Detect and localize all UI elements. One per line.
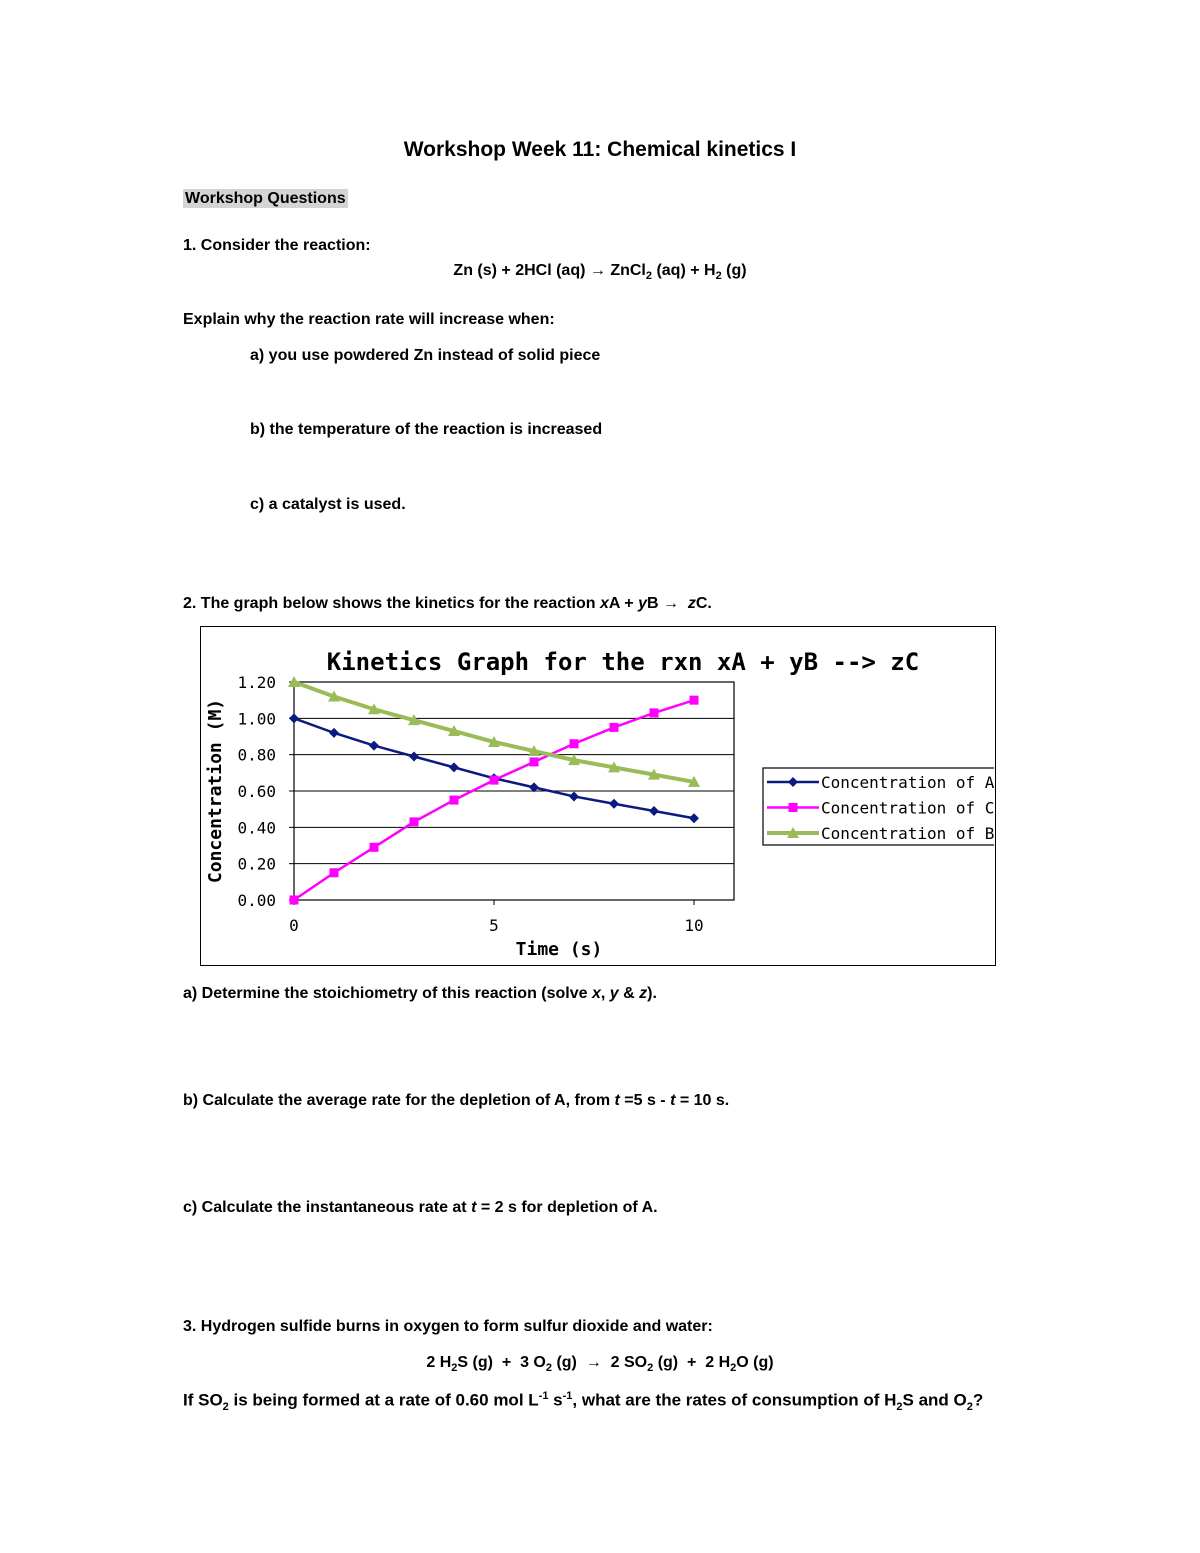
q2a-var: z <box>639 985 648 1002</box>
q3-question <box>183 1390 983 1413</box>
q3-eq-part: S (g) + 3 O <box>457 1354 546 1371</box>
q2a-var: y <box>609 985 619 1002</box>
q1-part-b: b) the temperature of the reaction is increased <box>250 421 603 438</box>
q2b-var: t <box>670 1092 676 1109</box>
data-point-square <box>410 817 419 826</box>
kinetics-chart-svg <box>201 627 994 964</box>
q3-text: is being formed at a rate of 0.60 mol L <box>228 1390 539 1410</box>
y-tick-label: 0.80 <box>237 745 276 765</box>
subscript: 2 <box>545 1362 552 1375</box>
reaction-arrow-icon: → <box>662 595 679 612</box>
q2b-text: b) Calculate the average rate for the depletion of A, from <box>183 1092 615 1109</box>
y-tick-label: 0.00 <box>237 891 276 910</box>
legend-label: Concentration of B <box>821 824 994 843</box>
q3-text: If SO <box>183 1390 223 1410</box>
legend-label: Concentration of A <box>821 773 994 792</box>
data-point-square <box>330 868 339 877</box>
subscript: 2 <box>730 1362 737 1375</box>
data-point-square <box>570 739 579 748</box>
q3-eq-part: 2 SO <box>601 1354 648 1371</box>
section-heading <box>183 190 348 208</box>
section-heading-text: Workshop Questions <box>185 190 346 207</box>
q1-part-c: c) a catalyst is used. <box>250 496 406 513</box>
q2a-text: ). <box>647 985 657 1002</box>
data-point-square <box>610 723 619 732</box>
y-tick-label: 0.60 <box>237 782 276 801</box>
y-tick-label: 0.40 <box>237 818 276 838</box>
legend-swatch-marker <box>789 803 798 812</box>
q2-var: z <box>687 595 696 612</box>
subscript: 2 <box>647 1362 654 1375</box>
y-tick-label: 0.20 <box>237 854 276 874</box>
subscript: 2 <box>896 1401 903 1414</box>
q2-part-c <box>183 1199 658 1217</box>
q2-prompt <box>183 595 712 613</box>
subscript: 2 <box>966 1401 973 1414</box>
q2a-text: a) Determine the stoichiometry of this reaction (solve <box>183 985 592 1002</box>
q3-text: S and O <box>902 1390 967 1410</box>
q2-var: x <box>599 595 609 612</box>
subscript: 2 <box>715 270 722 283</box>
q1-prompt: 1. Consider the reaction: <box>183 237 371 254</box>
x-tick-label: 10 <box>684 916 704 935</box>
q2b-var: t <box>614 1092 620 1109</box>
q2-prompt-part <box>679 595 688 612</box>
x-tick-label: 5 <box>489 916 499 935</box>
subscript: 2 <box>451 1362 458 1375</box>
reaction-arrow-icon: → <box>589 262 606 279</box>
q3-eq-part: O (g) <box>736 1354 774 1371</box>
kinetics-chart <box>200 626 996 966</box>
q1-reaction-part: ZnCl <box>605 262 646 279</box>
q2-var: y <box>638 595 647 612</box>
q2-prompt-part: 2. The graph below shows the kinetics for the reaction <box>183 595 600 612</box>
q3-eq-part: (g) <box>552 1354 586 1371</box>
q3-equation <box>0 1354 1200 1374</box>
legend-label: Concentration of C <box>821 798 994 818</box>
q1-reaction-part: (g) <box>721 262 747 279</box>
q2-part-a <box>183 985 657 1003</box>
page-title: Workshop Week 11: Chemical kinetics I <box>403 138 797 161</box>
q2-prompt-part: A + <box>608 595 639 612</box>
q2c-text: = 2 s for depletion of A. <box>476 1199 658 1216</box>
y-tick-label: 1.20 <box>237 673 276 692</box>
q2-part-b <box>183 1092 729 1110</box>
q2b-text: =5 s - <box>619 1092 671 1109</box>
data-point-square <box>450 796 459 805</box>
data-point-square <box>690 696 699 705</box>
q1-explain: Explain why the reaction rate will increase when: <box>183 311 555 328</box>
q2-prompt-part: B <box>646 595 663 612</box>
reaction-arrow-icon: → <box>585 1354 602 1371</box>
q2a-var: x <box>591 985 601 1002</box>
q3-eq-part: 2 H <box>426 1354 452 1371</box>
q3-text: s <box>548 1390 563 1410</box>
q1-reaction-part: (aq) + H <box>652 262 716 279</box>
q2c-var: t <box>471 1199 477 1216</box>
y-axis-label: Concentration (M) <box>205 698 226 884</box>
q1-part-a: a) you use powdered Zn instead of solid piece <box>250 347 601 364</box>
data-point-square <box>650 708 659 717</box>
q3-text: , what are the rates of consumption of H <box>572 1390 897 1410</box>
data-point-square <box>490 776 499 785</box>
subscript: 2 <box>222 1401 229 1414</box>
data-point-square <box>530 757 539 766</box>
subscript: 2 <box>645 270 652 283</box>
q2a-text: , <box>600 985 610 1002</box>
data-point-square <box>370 843 379 852</box>
q2-prompt-part: C. <box>695 595 712 612</box>
q3-prompt: 3. Hydrogen sulfide burns in oxygen to form sulfur dioxide and water: <box>183 1318 713 1335</box>
q2a-text: & <box>618 985 640 1002</box>
data-point-square <box>290 896 299 905</box>
chart-title: Kinetics Graph for the rxn xA + yB --> zC <box>326 648 920 676</box>
y-tick-label: 1.00 <box>237 709 276 729</box>
q2b-text: = 10 s. <box>675 1092 730 1109</box>
q1-reaction-part: Zn (s) + 2HCl (aq) <box>453 262 590 279</box>
q3-eq-part: (g) + 2 H <box>653 1354 731 1371</box>
x-tick-label: 0 <box>289 916 299 935</box>
q1-reaction-equation <box>0 262 1200 282</box>
x-axis-label: Time (s) <box>515 939 603 960</box>
superscript: -1 <box>562 1390 573 1402</box>
q2c-text: c) Calculate the instantaneous rate at <box>183 1199 472 1216</box>
q3-text: ? <box>972 1390 984 1410</box>
superscript: -1 <box>538 1390 549 1402</box>
